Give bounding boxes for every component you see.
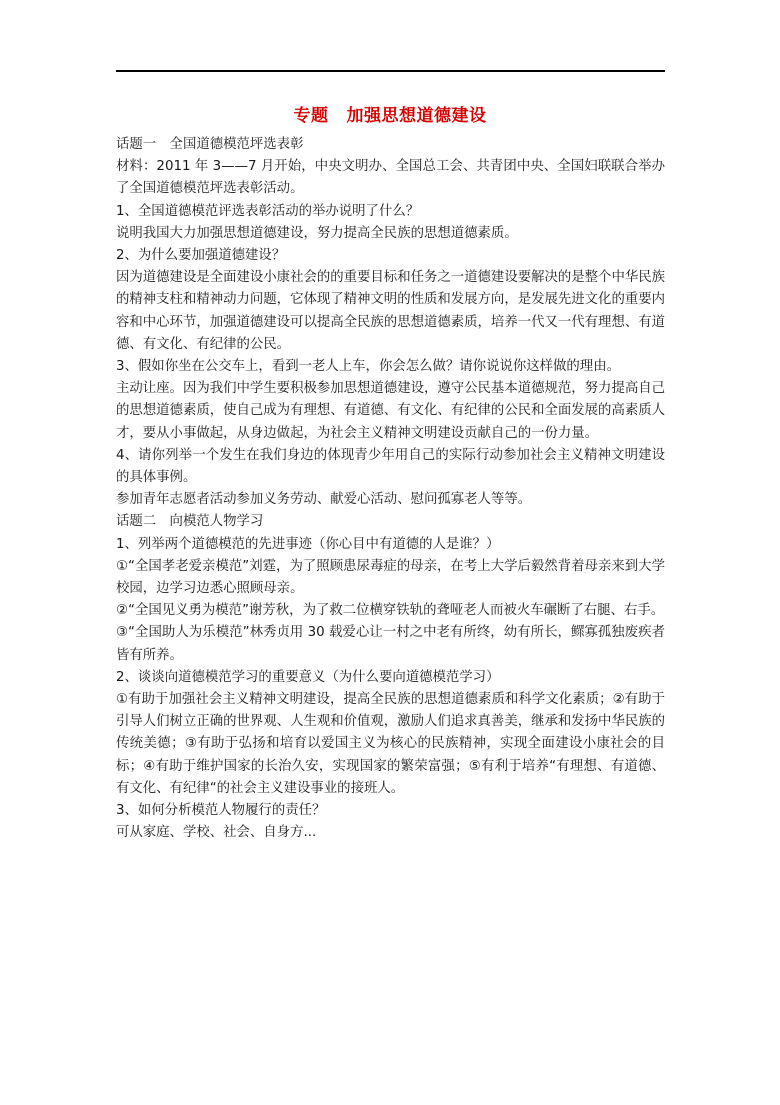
- question: 4、请你列举一个发生在我们身边的体现青少年用自己的实际行动参加社会主义精神文明建设的具体事例。: [116, 447, 665, 486]
- question: 2、为什么要加强道德建设？: [116, 248, 286, 264]
- material-paragraph: 材料：2011 年 3——7 月开始，中央文明办、全国总工会、共青团中央、全国妇联联合举办了全国道德模范坪选表彰活动。: [116, 159, 665, 197]
- answer: ①有助于加强社会主义精神文明建设，提高全民族的思想道德素质和科学文化素质；②有助于引导人们树立正确的世界观、人生观和价值观，激励人们追求真善美，继承和发扬中华民族的传统美德；③有助于弘扬和培育以爱国主义为核心的民族精神，实现全面建设小康社会的目标；④有助于维护国家的长治久安，实现国家的繁荣富强；⑤有利于培养“有理想、有道德、有文化、有纪律“的社会主义建设事业的接班人。: [116, 692, 666, 796]
- question: 1、列举两个道德模范的先进事迹（你心目中有道德的人是谁？）: [116, 536, 500, 552]
- page-title: [0, 101, 780, 126]
- header-rule: [116, 70, 665, 72]
- example-item: ①“全国孝老爱亲模范”刘霆，为了照顾患尿毒症的母亲，在考上大学后毅然背着母亲来到大学校园，边学习边悉心照顾母亲。: [116, 558, 665, 597]
- question: 3、如何分析模范人物履行的责任？: [116, 803, 326, 819]
- answer: 主动让座。因为我们中学生要积极参加思想道德建设，遵守公民基本道德规范，努力提高自己的思想道德素质，使自己成为有理想、有道德、有文化、有纪律的公民和全面发展的高素质人才，要从小事做起，从身边做起，为社会主义精神文明建设贡献自己的一份力量。: [116, 381, 666, 441]
- document-body: [116, 134, 665, 845]
- title-label: 专题: [293, 106, 329, 126]
- question: 1、全国道德模范评选表彰活动的举办说明了什么？: [116, 203, 420, 219]
- question: 3、假如你坐在公交车上，看到一老人上车，你会怎么做？请你说说你这样做的理由。: [116, 359, 620, 375]
- example-item: ③“全国助人为乐模范”林秀贞用 30 载爱心让一村之中老有所终，幼有所长，鳏寡孤独废疾者皆有所养。: [116, 625, 665, 663]
- topic-heading: 话题一 全国道德模范坪选表彰: [116, 137, 304, 152]
- example-item: ②“全国见义勇为模范”谢芳秋，为了救二位横穿铁轨的聋哑老人而被火车碾断了右腿、右手。: [116, 603, 665, 619]
- title-text: 加强思想道德建设: [346, 106, 487, 126]
- answer: 说明我国大力加强思想道德建设，努力提高全民族的思想道德素质。: [116, 225, 518, 241]
- answer: 参加青年志愿者活动参加义务劳动、献爱心活动、慰问孤寡老人等等。: [116, 492, 532, 508]
- topic-heading: 话题二 向模范人物学习: [116, 514, 264, 530]
- question: 2、谈谈向道德模范学习的重要意义（为什么要向道德模范学习）: [116, 669, 500, 685]
- answer: 因为道德建设是全面建设小康社会的的重要目标和任务之一道德建设要解决的是整个中华民族的精神支柱和精神动力问题，它体现了精神文明的性质和发展方向，是发展先进文化的重要内容和中心环节，加强道德建设可以提高全民族的思想道德素质，培养一代又一代有理想、有道德、有文化、有纪律的公民。: [116, 270, 666, 352]
- answer: 可从家庭、学校、社会、自身方...: [116, 825, 317, 841]
